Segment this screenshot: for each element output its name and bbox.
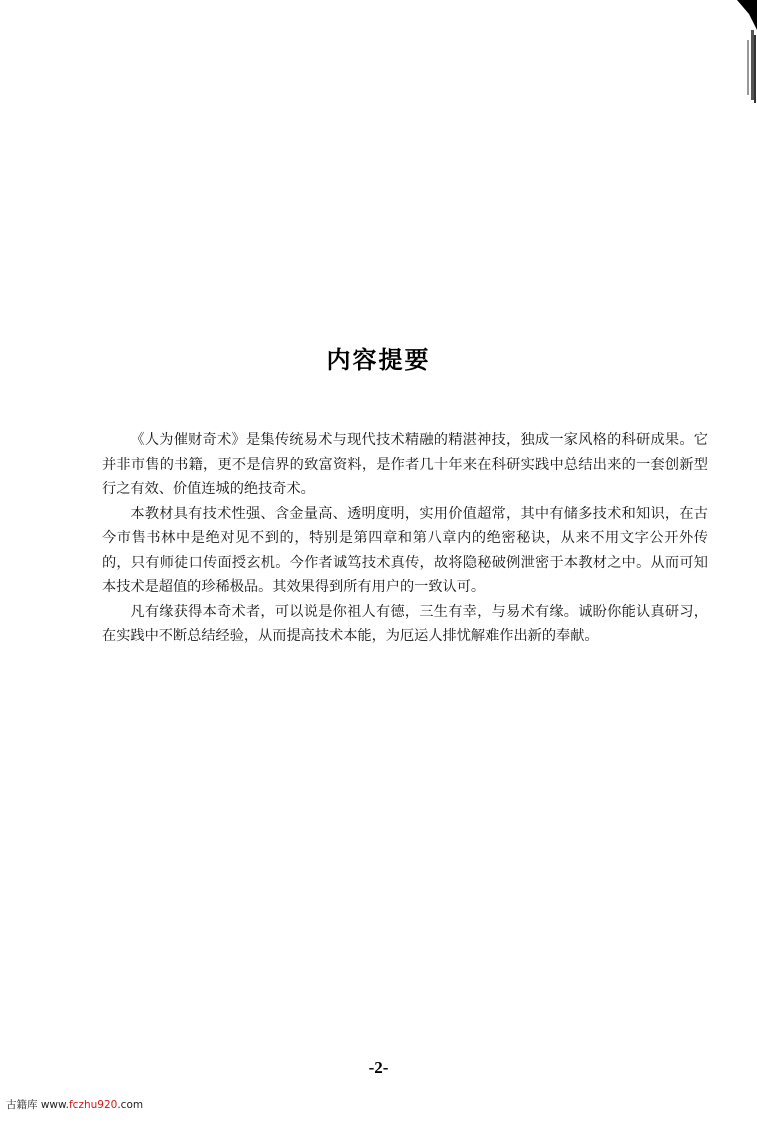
page-title: 内容提要 [326,346,431,374]
watermark-prefix: 古籍库 www. [6,1099,69,1111]
summary-paragraph: 本教材具有技术性强、含金量高、透明度明，实用价值超常，其中有储多技术和知识，在古今市售书林中是绝对见不到的，特别是第四章和第八章内的绝密秘诀，从来不用文字公开外传的，只有师徒口传面授玄机。今作者诚笃技术真传，故将隐秘破例泄密于本教材之中。从而可知本技术是超值的珍稀极品。其效果得到所有用户的一致认可。 [102,505,708,595]
page-number: -2- [368,1058,389,1077]
watermark-highlight: fczhu920 [68,1099,118,1111]
summary-body [102,428,708,649]
summary-paragraph: 凡有缘获得本奇术者，可以说是你祖人有德，三生有幸，与易术有缘。诚盼你能认真研习，在实践中不断总结经验，从而提高技术本能，为厄运人排忧解难作出新的奉献。 [102,603,708,644]
scan-edge-artifact [727,0,757,110]
site-watermark [6,1097,143,1112]
summary-paragraph: 《人为催财奇术》是集传统易术与现代技术精融的精湛神技，独成一家风格的科研成果。它并非市售的书籍，更不是信界的致富资料，是作者几十年来在科研实践中总结出来的一套创新型行之有效、价值连城的绝技奇术。 [102,432,708,497]
watermark-suffix: .com [117,1099,144,1111]
